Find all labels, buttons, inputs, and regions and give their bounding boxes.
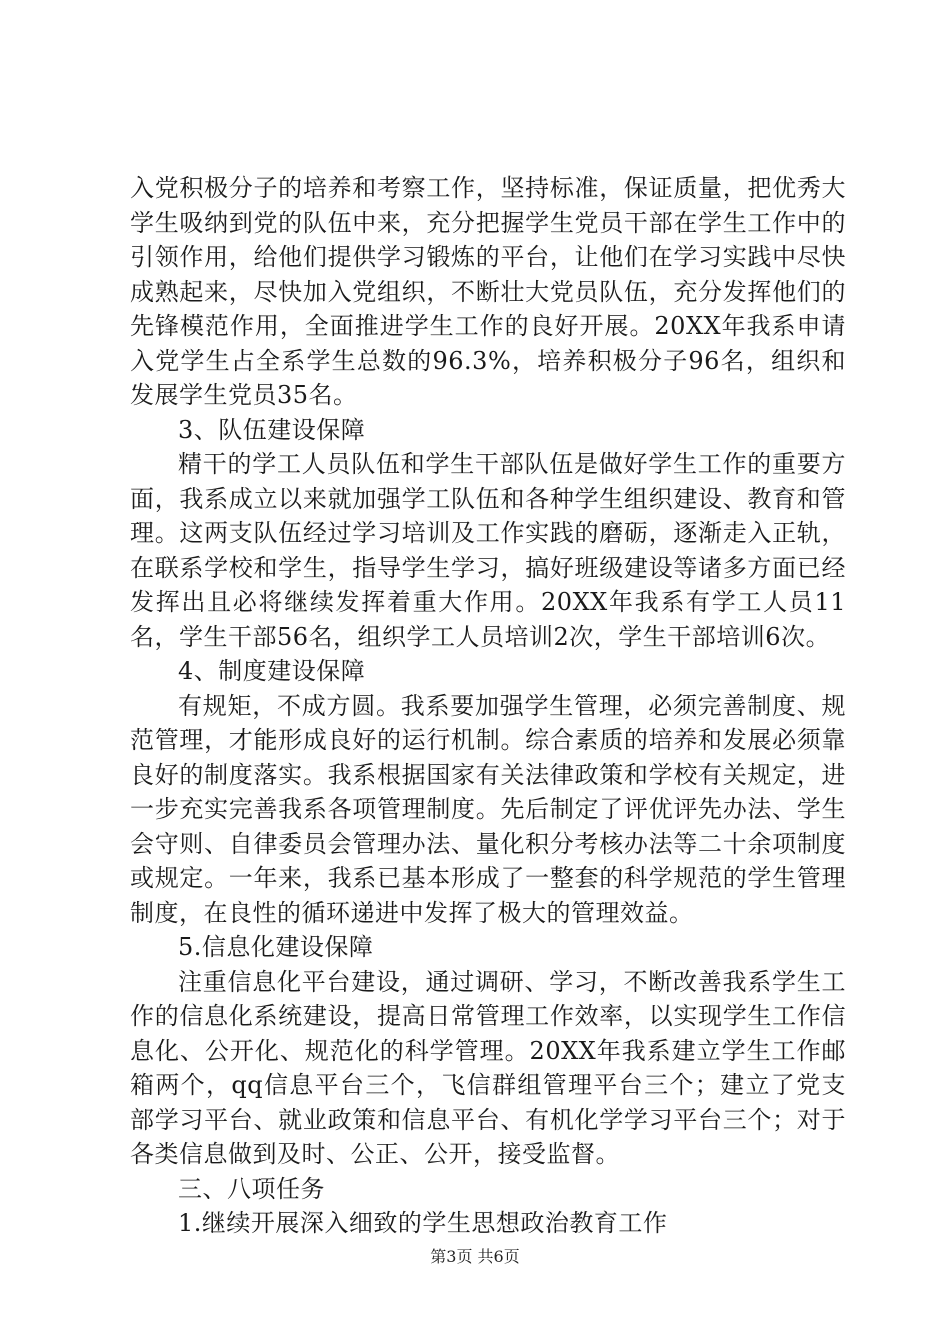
section-heading-informatization: 5.信息化建设保障 <box>178 933 374 961</box>
section-heading-eight-tasks: 三、八项任务 <box>178 1174 325 1203</box>
page-number-footer: 第3页 共6页 <box>430 1247 520 1266</box>
paragraph-team-building: 精干的学工人员队伍和学生干部队伍是做好学生工作的重要方面，我系成立以来就加强学工队伍和各种学生组织建设、教育和管理。这两支队伍经过学习培训及工作实践的磨砺，逐渐走入正轨，在联系学校和学生，指导学生学习，搞好班级建设等诸多方面已经发挥出且必将继续发挥着重大作用。20XX年我系有学工人员11名，学生干部56名，组织学工人员培训2次，学生干部培训6次。 <box>130 450 846 651</box>
paragraph-party-development: 入党积极分子的培养和考察工作，坚持标准，保证质量，把优秀大学生吸纳到党的队伍中来，充分把握学生党员干部在学生工作中的引领作用，给他们提供学习锻炼的平台，让他们在学习实践中尽快成熟起来，尽快加入党组织，不断壮大党员队伍，充分发挥他们的先锋模范作用，全面推进学生工作的良好开展。20XX年我系申请入党学生占全系学生总数的96.3%，培养积极分子96名，组织和发展学生党员35名。 <box>130 174 846 409</box>
document-body <box>130 171 846 1241</box>
section-heading-system-building: 4、制度建设保障 <box>178 657 366 685</box>
section-heading-team-building: 3、队伍建设保障 <box>178 415 366 444</box>
paragraph-informatization: 注重信息化平台建设，通过调研、学习，不断改善我系学生工作的信息化系统建设，提高日常管理工作效率，以实现学生工作信息化、公开化、规范化的科学管理。20XX年我系建立学生工作邮箱两个，qq信息平台三个，飞信群组管理平台三个；建立了党支部学习平台、就业政策和信息平台、有机化学学习平台三个；对于各类信息做到及时、公正、公开，接受监督。 <box>130 967 846 1168</box>
paragraph-system-building: 有规矩，不成方圆。我系要加强学生管理，必须完善制度、规范管理，才能形成良好的运行机制。综合素质的培养和发展必须靠良好的制度落实。我系根据国家有关法律政策和学校有关规定，进一步充实完善我系各项管理制度。先后制定了评优评先办法、学生会守则、自律委员会管理办法、量化积分考核办法等二十余项制度或规定。一年来，我系已基本形成了一整套的科学规范的学生管理制度，在良性的循环递进中发挥了极大的管理效益。 <box>130 691 846 927</box>
subsection-heading-ideological-education: 1.继续开展深入细致的学生思想政治教育工作 <box>178 1209 668 1237</box>
